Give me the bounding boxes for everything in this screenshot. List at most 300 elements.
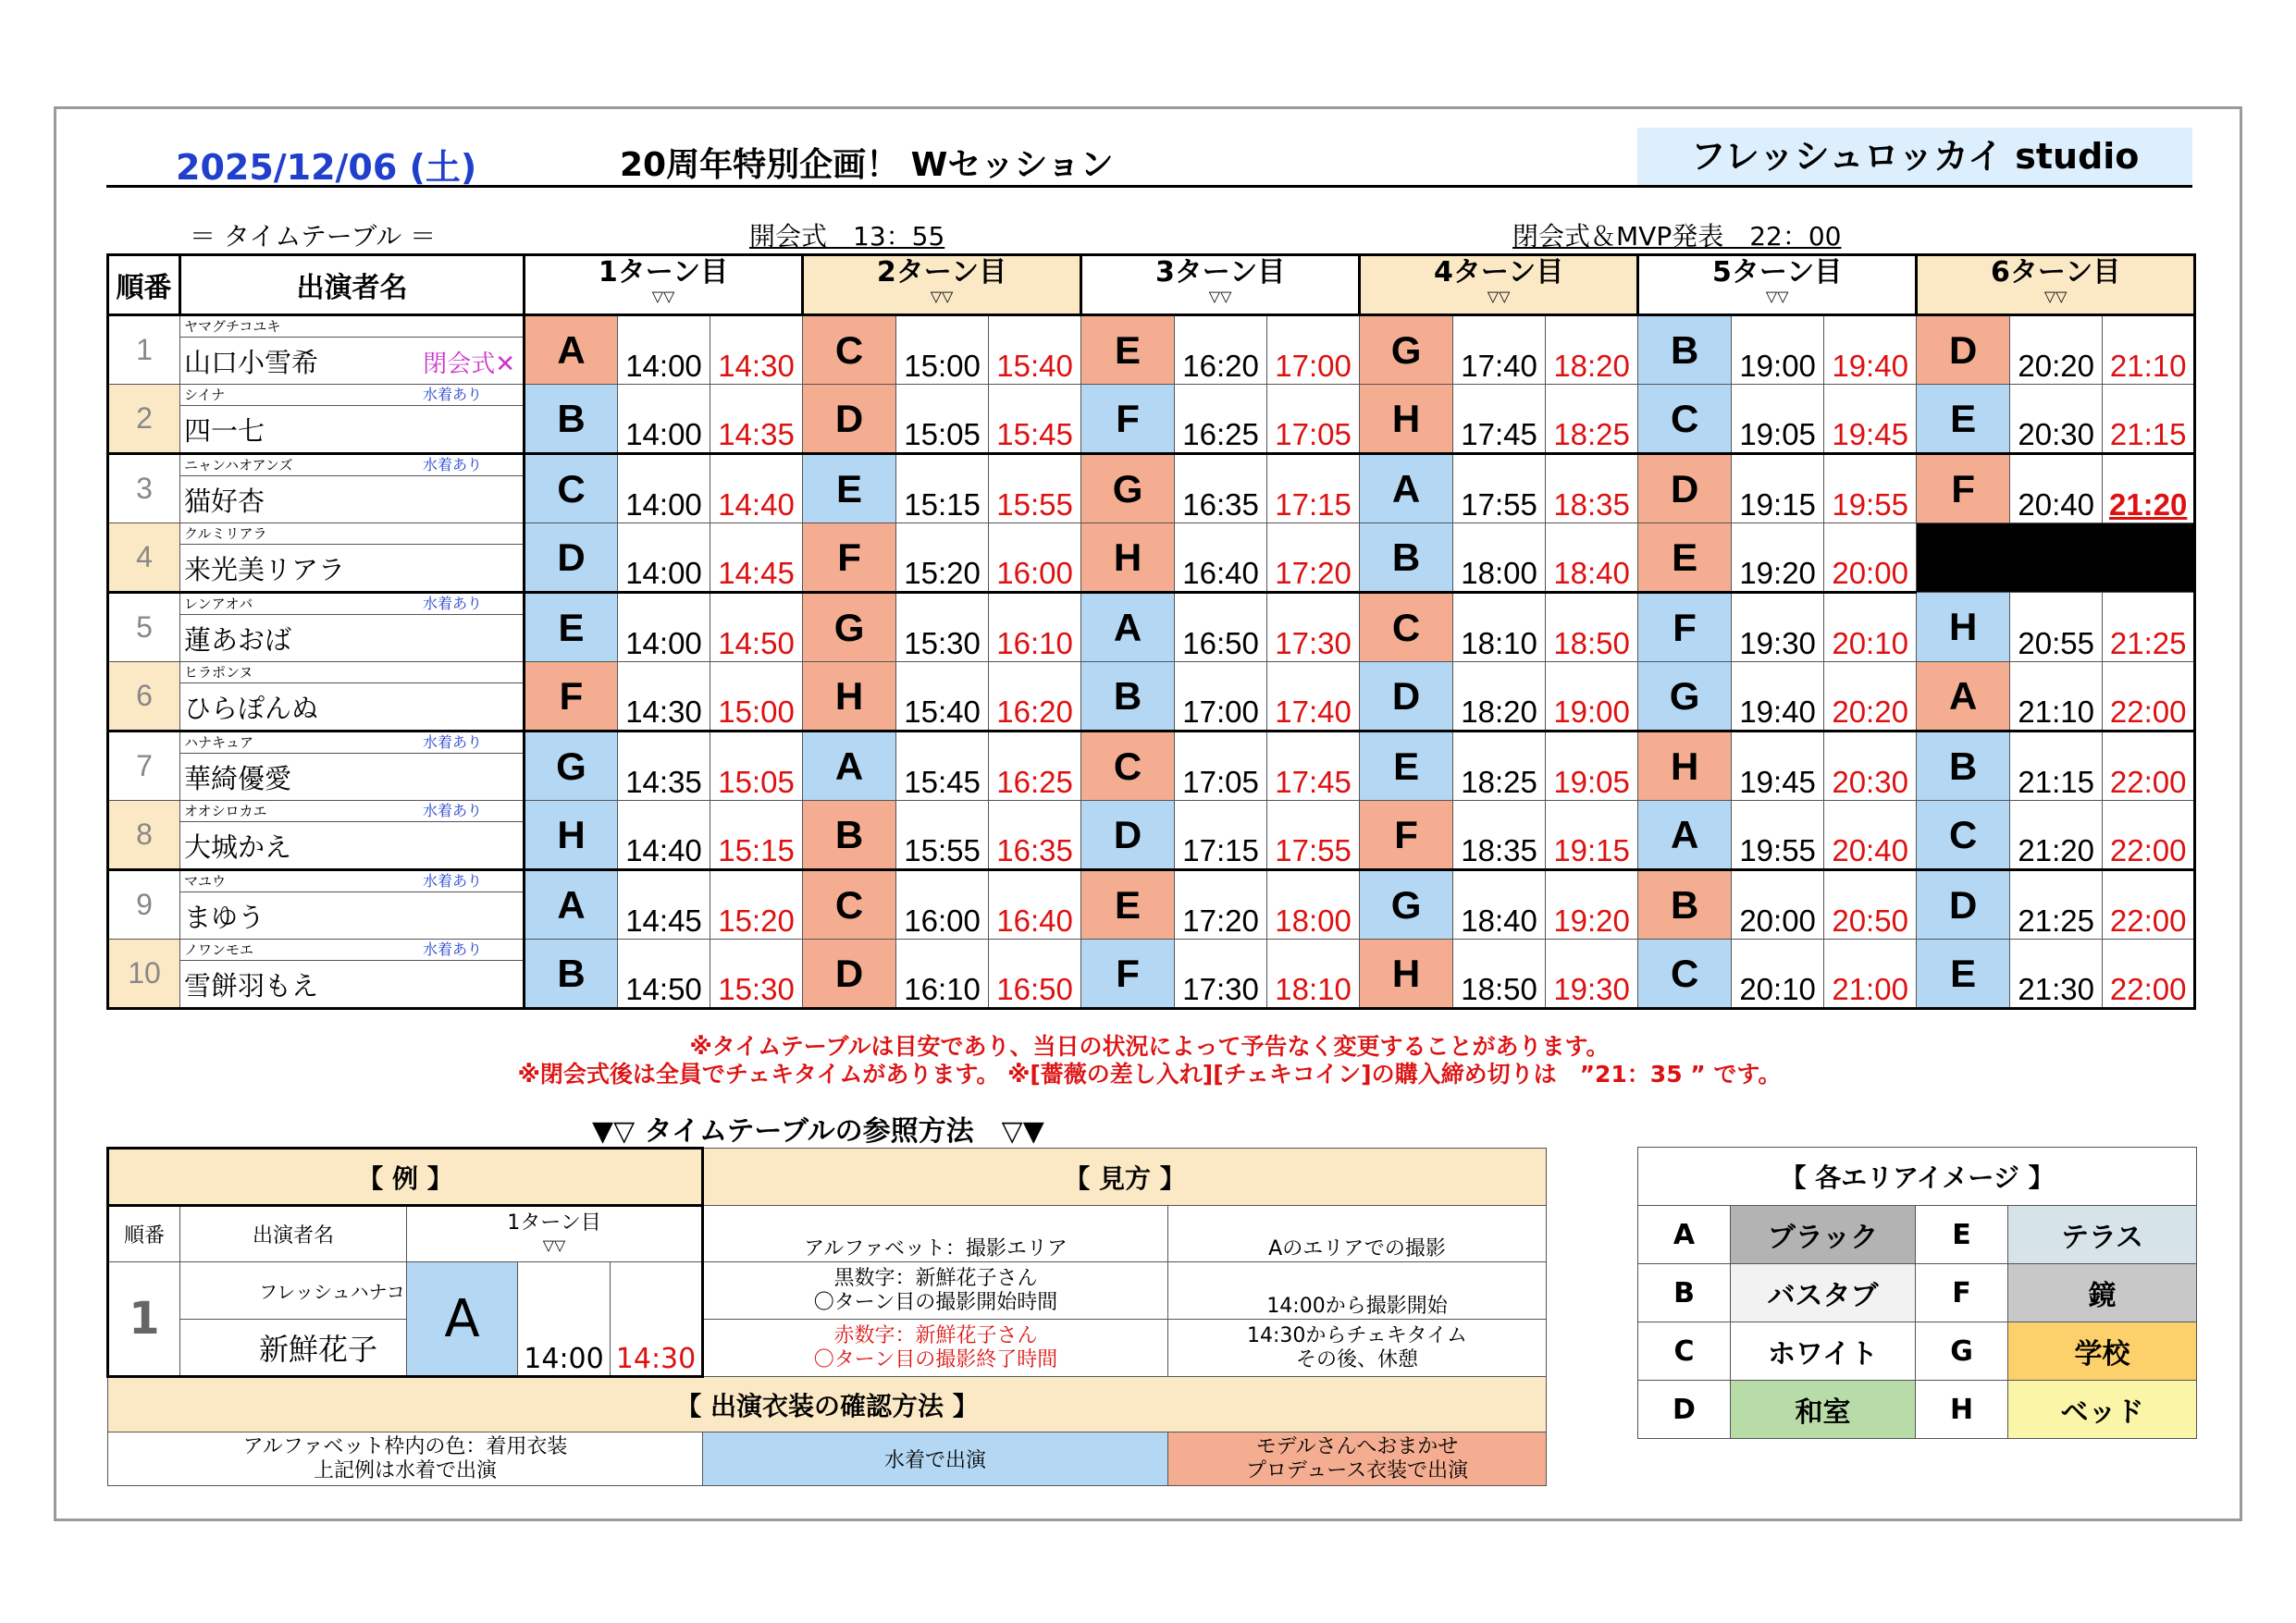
performer-name [180, 961, 525, 1009]
timetable-label: ＝ タイムテーブル ＝ [190, 221, 437, 252]
end-time: 15:05 [710, 732, 803, 801]
performer-kana-text: ニャンハオアンズ [184, 457, 293, 473]
example-start: 14:00 [518, 1262, 611, 1377]
start-time: 21:15 [2010, 732, 2103, 801]
timetable-row [108, 662, 2195, 683]
area-letter: D [1360, 662, 1453, 732]
start-time: 15:45 [896, 732, 989, 801]
area-letter: B [1917, 732, 2010, 801]
howto-row-1-right: Aのエリアでの撮影 [1168, 1206, 1547, 1262]
event-date: 2025/12/06 (土) [176, 147, 477, 188]
costume-swimsuit: 水着で出演 [703, 1432, 1168, 1486]
timetable-row [108, 523, 2195, 545]
end-time: 19:15 [1546, 801, 1638, 870]
performer-kana [180, 732, 525, 754]
order-number: 2 [108, 385, 180, 454]
start-time: 14:50 [618, 940, 710, 1009]
start-time: 18:20 [1453, 662, 1546, 732]
area-letter: F [1081, 940, 1175, 1009]
end-time: 18:50 [1546, 593, 1638, 662]
area-name: バスタブ [1731, 1264, 1916, 1322]
area-letter: D [525, 523, 618, 593]
timetable-row [108, 940, 2195, 961]
start-time: 20:40 [2010, 454, 2103, 523]
start-time: 20:10 [1732, 940, 1824, 1009]
area-letter: C [1638, 940, 1732, 1009]
area-letter: F [1081, 385, 1175, 454]
area-letter: D [1081, 801, 1175, 870]
start-time: 21:20 [2010, 801, 2103, 870]
performer-kana [180, 454, 525, 476]
end-time: 19:00 [1546, 662, 1638, 732]
performer-name [180, 476, 525, 523]
end-time: 22:00 [2103, 940, 2195, 1009]
start-time: 15:20 [896, 523, 989, 593]
order-number: 1 [108, 315, 180, 385]
end-time: 22:00 [2103, 662, 2195, 732]
order-number: 9 [108, 870, 180, 940]
start-time: 18:40 [1453, 870, 1546, 940]
start-time: 16:25 [1175, 385, 1267, 454]
end-time: 16:50 [989, 940, 1081, 1009]
area-letter: H [1081, 523, 1175, 593]
start-time: 17:55 [1453, 454, 1546, 523]
area-name: 学校 [2008, 1322, 2197, 1381]
start-time: 18:35 [1453, 801, 1546, 870]
end-time: 16:20 [989, 662, 1081, 732]
start-time: 16:20 [1175, 315, 1267, 385]
turn-header-3: 3ターン目 ▽▽ [1081, 255, 1360, 315]
area-letter: E [1917, 385, 2010, 454]
performer-kana [180, 523, 525, 545]
turn-header-6: 6ターン目 ▽▽ [1917, 255, 2195, 315]
performer-name-text: 雪餅羽もえ [184, 969, 319, 1002]
end-time: 22:00 [2103, 732, 2195, 801]
performer-name [180, 545, 525, 593]
area-code: G [1916, 1322, 2008, 1381]
start-time: 17:20 [1175, 870, 1267, 940]
swimsuit-flag: 水着あり [422, 595, 482, 612]
start-time: 18:10 [1453, 593, 1546, 662]
area-letter: F [1917, 454, 2010, 523]
performer-kana-text: シイナ [184, 387, 226, 403]
end-time: 20:20 [1824, 662, 1917, 732]
area-letter: E [1360, 732, 1453, 801]
howto-row-1-left: アルファベット：撮影エリア [703, 1206, 1168, 1262]
example-turn-header: 1ターン目 ▽▽ [407, 1206, 703, 1262]
start-time: 15:00 [896, 315, 989, 385]
swimsuit-flag: 水着あり [422, 733, 482, 751]
performer-name [180, 615, 525, 662]
performer-name-text: 山口小雪希 [184, 346, 319, 378]
end-time: 17:00 [1267, 315, 1360, 385]
end-time: 19:55 [1824, 454, 1917, 523]
end-time: 15:15 [710, 801, 803, 870]
end-time: 17:45 [1267, 732, 1360, 801]
area-letter: C [1638, 385, 1732, 454]
end-time: 15:40 [989, 315, 1081, 385]
start-time: 19:55 [1732, 801, 1824, 870]
timetable-row [108, 732, 2195, 754]
start-time: 21:30 [2010, 940, 2103, 1009]
end-time: 16:10 [989, 593, 1081, 662]
end-time: 21:00 [1824, 940, 1917, 1009]
end-time: 14:50 [710, 593, 803, 662]
start-time: 19:30 [1732, 593, 1824, 662]
start-time: 17:15 [1175, 801, 1267, 870]
area-letter: G [525, 732, 618, 801]
end-time: 20:50 [1824, 870, 1917, 940]
end-time: 18:25 [1546, 385, 1638, 454]
area-letter: A [1360, 454, 1453, 523]
closing-time: 閉会式＆MVP発表 22：00 [1512, 221, 1842, 252]
performer-kana [180, 940, 525, 961]
howto-row-2-right: 14:00から撮影開始 [1168, 1262, 1547, 1320]
end-time: 17:05 [1267, 385, 1360, 454]
performer-kana [180, 870, 525, 892]
area-letter: C [803, 315, 896, 385]
start-time: 19:20 [1732, 523, 1824, 593]
start-time: 20:00 [1732, 870, 1824, 940]
end-time: 15:30 [710, 940, 803, 1009]
area-letter: E [1081, 870, 1175, 940]
performer-kana-text: ヤマグチコユキ [184, 318, 281, 335]
howto-row-3-left: 赤数字：新鮮花子さん 〇ターン目の撮影終了時間 [703, 1320, 1168, 1377]
end-time: 19:30 [1546, 940, 1638, 1009]
end-time: 15:55 [989, 454, 1081, 523]
start-time: 17:00 [1175, 662, 1267, 732]
performer-name [180, 683, 525, 732]
performer-name [180, 406, 525, 454]
end-time: 17:15 [1267, 454, 1360, 523]
end-time: 22:00 [2103, 870, 2195, 940]
end-time: 20:10 [1824, 593, 1917, 662]
performer-kana [180, 385, 525, 406]
end-time: 15:45 [989, 385, 1081, 454]
order-number: 6 [108, 662, 180, 732]
order-header: 順番 [108, 255, 180, 315]
performer-kana-text: クルミリアラ [184, 525, 267, 542]
start-time: 17:45 [1453, 385, 1546, 454]
timetable-row [108, 870, 2195, 892]
area-code: B [1638, 1264, 1731, 1322]
order-number: 4 [108, 523, 180, 593]
studio-name: フレッシュロッカイ studio [1637, 128, 2192, 185]
area-letter: H [525, 801, 618, 870]
end-time: 15:00 [710, 662, 803, 732]
example-letter: A [407, 1262, 518, 1377]
area-letter: G [1638, 662, 1732, 732]
performer-header: 出演者名 [180, 255, 525, 315]
area-letter: H [1917, 593, 2010, 662]
start-time: 19:05 [1732, 385, 1824, 454]
area-letter: D [803, 940, 896, 1009]
performer-kana-text: ヒラポンヌ [184, 664, 253, 681]
end-time: 20:00 [1824, 523, 1917, 593]
area-letter: G [803, 593, 896, 662]
end-time: 20:30 [1824, 732, 1917, 801]
costume-produce: モデルさんへおまかせ プロデュース衣装で出演 [1168, 1432, 1547, 1486]
performer-name-text: ひらぽんぬ [184, 692, 319, 724]
end-time: 17:30 [1267, 593, 1360, 662]
performer-kana [180, 315, 525, 338]
area-letter: F [803, 523, 896, 593]
end-time: 16:40 [989, 870, 1081, 940]
swimsuit-flag: 水着あり [422, 872, 482, 890]
area-code: F [1916, 1264, 2008, 1322]
example-header: 【 例 】 [108, 1149, 703, 1206]
area-letter: C [525, 454, 618, 523]
area-letter: B [1638, 315, 1732, 385]
area-name: テラス [2008, 1206, 2197, 1264]
example-name: 新鮮花子 [180, 1320, 407, 1377]
start-time: 15:05 [896, 385, 989, 454]
area-letter: A [525, 315, 618, 385]
end-time: 21:25 [2103, 593, 2195, 662]
order-number: 10 [108, 940, 180, 1009]
swimsuit-flag: 水着あり [422, 386, 482, 403]
area-code: H [1916, 1381, 2008, 1439]
start-time: 16:10 [896, 940, 989, 1009]
area-letter: B [525, 940, 618, 1009]
performer-kana [180, 801, 525, 822]
start-time: 21:25 [2010, 870, 2103, 940]
area-code: C [1638, 1322, 1731, 1381]
area-code: A [1638, 1206, 1731, 1264]
end-time: 19:05 [1546, 732, 1638, 801]
performer-kana-text: レンアオバ [184, 596, 253, 612]
area-name: ホワイト [1731, 1322, 1916, 1381]
area-letter: D [803, 385, 896, 454]
start-time: 14:30 [618, 662, 710, 732]
start-time: 20:55 [2010, 593, 2103, 662]
area-letter: A [803, 732, 896, 801]
start-time: 16:00 [896, 870, 989, 940]
area-name: 鏡 [2008, 1264, 2197, 1322]
area-letter: B [1360, 523, 1453, 593]
start-time: 18:50 [1453, 940, 1546, 1009]
end-time: 15:20 [710, 870, 803, 940]
performer-name-text: 華綺優愛 [184, 762, 292, 794]
order-number: 5 [108, 593, 180, 662]
area-header: 【 各エリアイメージ 】 [1638, 1148, 2197, 1206]
example-kana: フレッシュハナコ [180, 1262, 407, 1320]
area-letter: G [1360, 870, 1453, 940]
costume-legend: アルファベット枠内の色：着用衣装 上記例は水着で出演 [108, 1432, 703, 1486]
end-time: 18:10 [1267, 940, 1360, 1009]
start-time: 16:35 [1175, 454, 1267, 523]
area-letter: B [803, 801, 896, 870]
example-order-header: 順番 [108, 1206, 180, 1262]
performer-name-text: 大城かえ [184, 830, 292, 863]
area-letter: B [1081, 662, 1175, 732]
performer-kana-text: ノワンモエ [184, 941, 254, 958]
start-time: 14:00 [618, 315, 710, 385]
end-time: 17:55 [1267, 801, 1360, 870]
note-2: ※閉会式後は全員でチェキタイムがあります。 ※[薔薇の差し入れ][チェキコイン]の購入締め切りは ”21：35 ” です。 [517, 1061, 1782, 1088]
end-time: 14:35 [710, 385, 803, 454]
end-time: 19:45 [1824, 385, 1917, 454]
area-letter: G [1081, 454, 1175, 523]
start-time: 14:00 [618, 385, 710, 454]
end-time: 18:35 [1546, 454, 1638, 523]
howto-row-2-left: 黒数字：新鮮花子さん 〇ターン目の撮影開始時間 [703, 1262, 1168, 1320]
timetable-row [108, 801, 2195, 822]
performer-name-text: 四一七 [184, 414, 265, 447]
end-time: 21:10 [2103, 315, 2195, 385]
start-time: 19:00 [1732, 315, 1824, 385]
order-number: 7 [108, 732, 180, 801]
end-time: 16:00 [989, 523, 1081, 593]
area-letter: E [1917, 940, 2010, 1009]
start-time: 17:05 [1175, 732, 1267, 801]
start-time: 19:40 [1732, 662, 1824, 732]
unused-slot [1917, 523, 2195, 593]
performer-kana-text: マユウ [184, 873, 227, 890]
area-letter: C [803, 870, 896, 940]
area-letter: A [1081, 593, 1175, 662]
start-time: 16:40 [1175, 523, 1267, 593]
start-time: 21:10 [2010, 662, 2103, 732]
start-time: 19:15 [1732, 454, 1824, 523]
swimsuit-flag: 水着あり [422, 456, 482, 473]
area-name: ベッド [2008, 1381, 2197, 1439]
timetable-row [108, 454, 2195, 476]
end-time: 16:35 [989, 801, 1081, 870]
end-time: 21:20 [2103, 454, 2195, 523]
area-letter: F [525, 662, 618, 732]
area-legend [1637, 1147, 2197, 1439]
area-letter: A [1638, 801, 1732, 870]
performer-name-text: まゆう [184, 901, 265, 933]
swimsuit-flag: 水着あり [422, 941, 482, 958]
area-letter: D [1917, 870, 2010, 940]
area-letter: E [1638, 523, 1732, 593]
area-letter: B [1638, 870, 1732, 940]
guide-table [106, 1147, 1547, 1486]
area-letter: D [1638, 454, 1732, 523]
end-time: 18:20 [1546, 315, 1638, 385]
performer-name [180, 822, 525, 870]
area-code: D [1638, 1381, 1731, 1439]
start-time: 14:00 [618, 523, 710, 593]
order-number: 3 [108, 454, 180, 523]
area-letter: F [1360, 801, 1453, 870]
start-time: 14:40 [618, 801, 710, 870]
area-letter: H [1638, 732, 1732, 801]
performer-name [180, 754, 525, 801]
area-letter: F [1638, 593, 1732, 662]
timetable-row [108, 593, 2195, 615]
event-title: 20周年特別企画！ Wセッション [620, 146, 1114, 184]
end-time: 19:20 [1546, 870, 1638, 940]
order-number: 8 [108, 801, 180, 870]
start-time: 14:45 [618, 870, 710, 940]
area-letter: H [1360, 940, 1453, 1009]
start-time: 18:00 [1453, 523, 1546, 593]
end-time: 21:15 [2103, 385, 2195, 454]
start-time: 15:40 [896, 662, 989, 732]
timetable [106, 253, 2196, 1010]
performer-note: 閉会式✕ [423, 350, 515, 378]
start-time: 15:15 [896, 454, 989, 523]
area-letter: C [1360, 593, 1453, 662]
performer-kana-text: オオシロカエ [184, 803, 267, 819]
header-divider [106, 185, 2192, 188]
start-time: 20:30 [2010, 385, 2103, 454]
area-name: ブラック [1731, 1206, 1916, 1264]
start-time: 19:45 [1732, 732, 1824, 801]
end-time: 16:25 [989, 732, 1081, 801]
performer-kana-text: ハナキュア [184, 734, 254, 751]
end-time: 18:00 [1267, 870, 1360, 940]
timetable-row [108, 385, 2195, 406]
start-time: 15:55 [896, 801, 989, 870]
performer-kana [180, 593, 525, 615]
performer-name [180, 338, 525, 385]
performer-name-text: 来光美リアラ [184, 553, 346, 585]
start-time: 14:00 [618, 454, 710, 523]
end-time: 17:40 [1267, 662, 1360, 732]
costume-header: 【 出演衣装の確認方法 】 [108, 1377, 1547, 1432]
area-name: 和室 [1731, 1381, 1916, 1439]
start-time: 15:30 [896, 593, 989, 662]
howto-row-3-right: 14:30からチェキタイム その後、休憩 [1168, 1320, 1547, 1377]
area-letter: E [803, 454, 896, 523]
end-time: 14:40 [710, 454, 803, 523]
end-time: 22:00 [2103, 801, 2195, 870]
area-letter: C [1917, 801, 2010, 870]
turn-header-5: 5ターン目 ▽▽ [1638, 255, 1917, 315]
turn-header-1: 1ターン目 ▽▽ [525, 255, 803, 315]
end-time: 17:20 [1267, 523, 1360, 593]
turn-header-2: 2ターン目 ▽▽ [803, 255, 1081, 315]
performer-name-text: 猫好杏 [184, 485, 265, 517]
start-time: 16:50 [1175, 593, 1267, 662]
opening-time: 開会式 13：55 [749, 221, 945, 252]
performer-name-text: 蓮あおば [184, 623, 292, 656]
end-time: 20:40 [1824, 801, 1917, 870]
start-time: 20:20 [2010, 315, 2103, 385]
area-letter: G [1360, 315, 1453, 385]
area-letter: B [525, 385, 618, 454]
area-code: E [1916, 1206, 2008, 1264]
area-letter: H [1360, 385, 1453, 454]
performer-kana [180, 662, 525, 683]
area-letter: E [1081, 315, 1175, 385]
start-time: 14:35 [618, 732, 710, 801]
performer-name [180, 892, 525, 940]
start-time: 17:30 [1175, 940, 1267, 1009]
area-letter: A [1917, 662, 2010, 732]
example-no: 1 [108, 1262, 180, 1377]
example-name-header: 出演者名 [180, 1206, 407, 1262]
start-time: 14:00 [618, 593, 710, 662]
swimsuit-flag: 水着あり [422, 802, 482, 819]
area-letter: C [1081, 732, 1175, 801]
turn-header-4: 4ターン目 ▽▽ [1360, 255, 1638, 315]
area-letter: D [1917, 315, 2010, 385]
timetable-row [108, 315, 2195, 338]
area-letter: A [525, 870, 618, 940]
note-1: ※タイムテーブルは目安であり、当日の状況によって予告なく変更することがあります。 [689, 1033, 1610, 1060]
end-time: 14:30 [710, 315, 803, 385]
end-time: 14:45 [710, 523, 803, 593]
start-time: 18:25 [1453, 732, 1546, 801]
area-letter: E [525, 593, 618, 662]
howto-header: 【 見方 】 [703, 1149, 1547, 1206]
guide-title: ▼▽ タイムテーブルの参照方法 ▽▼ [592, 1115, 1044, 1148]
